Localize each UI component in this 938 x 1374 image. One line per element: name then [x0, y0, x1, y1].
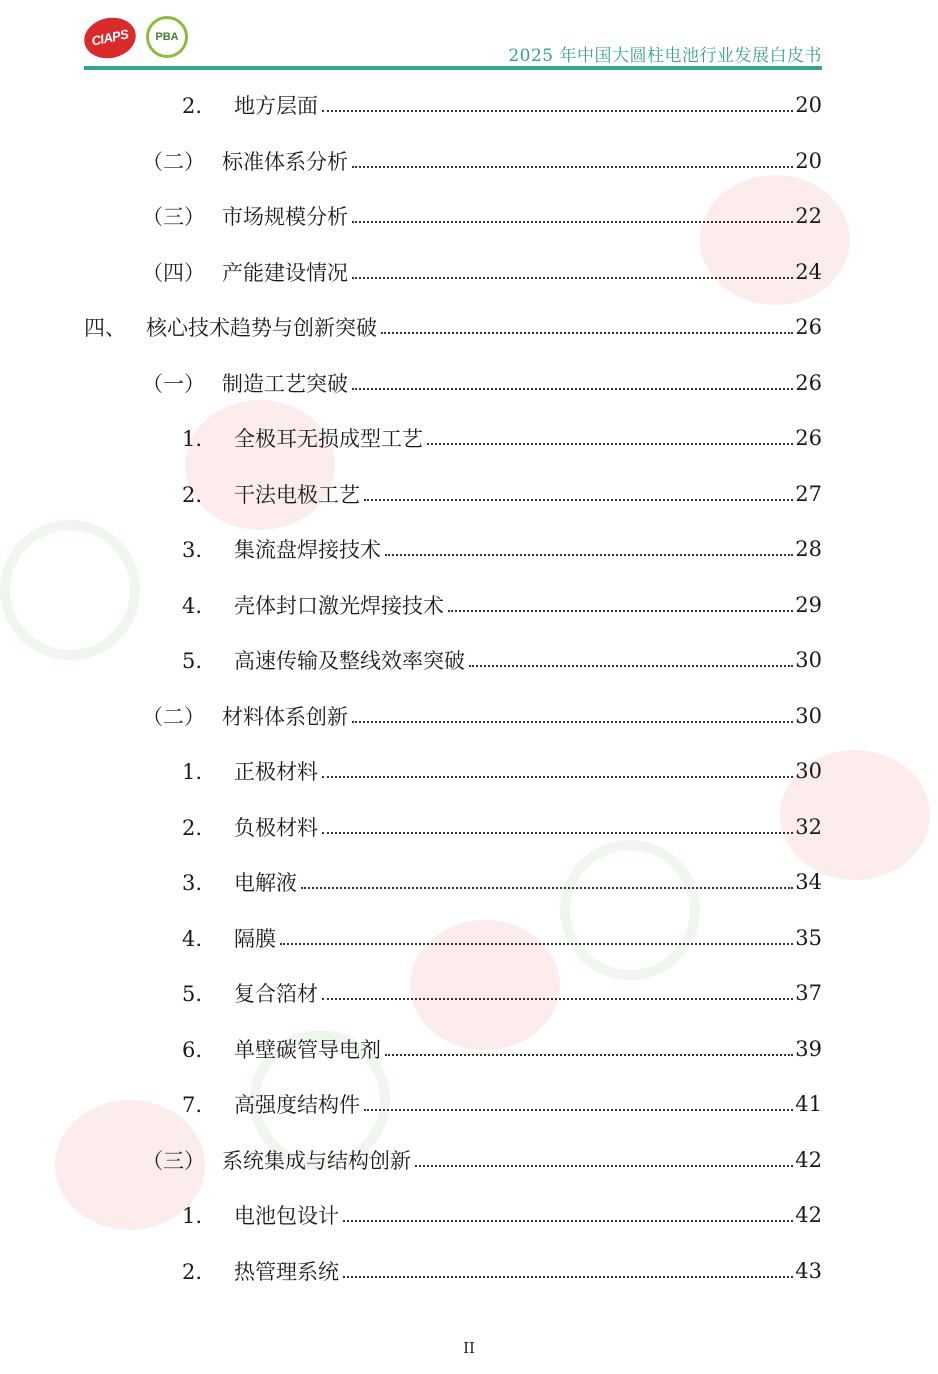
toc-entry-page: 30 — [795, 648, 822, 672]
dot-leader — [343, 1276, 793, 1278]
toc-entry-page: 27 — [795, 481, 822, 506]
toc-entry-label — [84, 312, 377, 342]
toc-entry-title: 集流盘焊接技术 — [234, 538, 381, 562]
dot-leader — [280, 943, 793, 945]
pba-logo: PBA — [146, 16, 188, 58]
toc-entry-number: （二） — [142, 704, 205, 729]
dot-leader — [385, 1054, 793, 1056]
toc-entry-label — [142, 368, 348, 398]
toc-entry-page: 29 — [795, 592, 822, 617]
toc-entry-label — [142, 1145, 411, 1175]
toc-entry[interactable] — [182, 90, 822, 120]
toc-entry-title: 核心技术趋势与创新突破 — [146, 316, 377, 340]
toc-entry-title: 隔膜 — [234, 926, 276, 951]
toc-entry[interactable] — [182, 867, 822, 897]
toc-entry-label — [182, 923, 276, 953]
toc-entry[interactable] — [182, 923, 822, 953]
dot-leader — [322, 110, 793, 112]
toc-entry-title: 市场规模分析 — [222, 205, 348, 229]
toc-entry[interactable] — [182, 423, 822, 453]
toc-entry-number: 2. — [182, 94, 203, 118]
dot-leader — [352, 721, 793, 723]
toc-entry-page: 30 — [795, 759, 822, 783]
toc-entry-page: 24 — [795, 259, 822, 284]
toc-entry-label — [142, 701, 348, 731]
toc-entry-page: 32 — [795, 814, 822, 839]
toc-entry[interactable] — [142, 701, 822, 731]
dot-leader — [448, 610, 793, 612]
dot-leader — [352, 221, 793, 223]
toc-entry-number: 1. — [182, 760, 203, 784]
toc-entry-page: 26 — [795, 370, 822, 395]
toc-entry-label — [142, 201, 348, 231]
toc-entry-label — [182, 1089, 360, 1119]
toc-entry-number: 4. — [182, 926, 203, 951]
toc-entry[interactable] — [142, 146, 822, 176]
toc-entry-number: 3. — [182, 871, 203, 895]
toc-entry-label — [182, 590, 444, 620]
toc-entry-title: 高强度结构件 — [234, 1093, 360, 1117]
dot-leader — [427, 443, 793, 445]
toc-entry[interactable] — [182, 534, 822, 564]
toc-entry-page: 30 — [795, 703, 822, 728]
toc-entry-number: 2. — [182, 482, 203, 507]
toc-entry-number: 四、 — [84, 316, 126, 340]
toc-entry-page: 26 — [795, 315, 822, 339]
dot-leader — [364, 1109, 793, 1111]
toc-entry-number: （二） — [142, 149, 205, 174]
toc-entry-label — [182, 534, 381, 564]
toc-entry-label — [182, 645, 465, 675]
toc-entry-title: 高速传输及整线效率突破 — [234, 649, 465, 673]
toc-entry[interactable] — [182, 812, 822, 842]
toc-entry[interactable] — [182, 645, 822, 675]
toc-entry-title: 制造工艺突破 — [222, 371, 348, 396]
dot-leader — [322, 832, 793, 834]
toc-entry[interactable] — [182, 1034, 822, 1064]
toc-entry-page: 20 — [795, 93, 822, 117]
toc-entry-page: 28 — [795, 537, 822, 561]
toc-entry-label — [182, 1200, 339, 1230]
toc-entry-page: 43 — [795, 1258, 822, 1283]
toc-entry-label — [182, 867, 297, 897]
page-number: II — [463, 1339, 475, 1357]
dot-leader — [322, 998, 793, 1000]
toc-entry-page: 34 — [795, 870, 822, 894]
toc-entry[interactable] — [182, 590, 822, 620]
toc-entry-number: （三） — [142, 205, 205, 229]
toc-entry-title: 全极耳无损成型工艺 — [234, 427, 423, 451]
toc-entry-page: 22 — [795, 204, 822, 228]
toc-entry-page: 39 — [795, 1036, 822, 1061]
dot-leader — [352, 388, 793, 390]
dot-leader — [381, 332, 793, 334]
toc-entry-number: 6. — [182, 1037, 203, 1062]
toc-entry-number: （四） — [142, 260, 205, 285]
toc-entry-number: 2. — [182, 1259, 203, 1284]
toc-entry[interactable] — [142, 201, 822, 231]
toc-entry-number: 5. — [182, 982, 203, 1006]
toc-entry-page: 35 — [795, 925, 822, 950]
toc-entry-label — [182, 1034, 381, 1064]
toc-entry-title: 材料体系创新 — [222, 704, 348, 729]
toc-entry-label — [182, 1256, 339, 1286]
toc-entry-label — [182, 90, 318, 120]
toc-entry-page: 37 — [795, 981, 822, 1005]
toc-entry[interactable] — [182, 1256, 822, 1286]
toc-entry[interactable] — [142, 1145, 822, 1175]
toc-entry-title: 单壁碳管导电剂 — [234, 1037, 381, 1062]
toc-entry[interactable] — [182, 978, 822, 1008]
dot-leader — [469, 665, 793, 667]
toc-entry-title: 干法电极工艺 — [234, 482, 360, 507]
toc-entry-title: 电池包设计 — [234, 1204, 339, 1228]
dot-leader — [385, 554, 793, 556]
toc-entry[interactable] — [142, 257, 822, 287]
dot-leader — [301, 887, 793, 889]
toc-entry[interactable] — [84, 312, 822, 342]
toc-entry-page: 42 — [795, 1203, 822, 1227]
toc-entry-number: （一） — [142, 371, 205, 396]
toc-entry[interactable] — [142, 368, 822, 398]
toc-entry-page: 26 — [795, 426, 822, 450]
toc-entry-number: 2. — [182, 815, 203, 840]
toc-entry-title: 产能建设情况 — [222, 260, 348, 285]
toc-entry-number: 5. — [182, 649, 203, 673]
toc-entry[interactable] — [182, 479, 822, 509]
toc-entry-title: 系统集成与结构创新 — [222, 1148, 411, 1173]
toc-entry-label — [182, 978, 318, 1008]
toc-entry-number: 4. — [182, 593, 203, 618]
toc-entry-label — [142, 257, 348, 287]
toc-entry-number: 7. — [182, 1093, 203, 1117]
toc-entry-label — [182, 756, 318, 786]
toc-entry-label — [142, 146, 348, 176]
ciaps-logo: CIAPS — [80, 13, 139, 63]
toc-entry-label — [182, 423, 423, 453]
toc-entry-title: 壳体封口激光焊接技术 — [234, 593, 444, 618]
document-title: 2025 年中国大圆柱电池行业发展白皮书 — [508, 46, 822, 66]
dot-leader — [415, 1165, 793, 1167]
toc-entry-label — [182, 479, 360, 509]
toc-entry-title: 热管理系统 — [234, 1259, 339, 1284]
toc-entry-label — [182, 812, 318, 842]
dot-leader — [322, 776, 793, 778]
dot-leader — [343, 1220, 793, 1222]
toc-entry-number: 1. — [182, 1204, 203, 1228]
toc-entry-page: 42 — [795, 1147, 822, 1172]
toc-entry-number: 1. — [182, 427, 203, 451]
toc-entry-page: 20 — [795, 148, 822, 173]
toc-entry-number: 3. — [182, 538, 203, 562]
dot-leader — [364, 499, 793, 501]
toc-entry[interactable] — [182, 1089, 822, 1119]
toc-entry-title: 正极材料 — [234, 760, 318, 784]
toc-entry-title: 电解液 — [234, 871, 297, 895]
toc-entry[interactable] — [182, 756, 822, 786]
dot-leader — [352, 277, 793, 279]
toc-entry-title: 标准体系分析 — [222, 149, 348, 174]
toc-entry-title: 地方层面 — [234, 94, 318, 118]
toc-entry-number: （三） — [142, 1148, 205, 1173]
toc-entry-title: 复合箔材 — [234, 982, 318, 1006]
toc-entry-page: 41 — [795, 1092, 822, 1116]
toc-entry[interactable] — [182, 1200, 822, 1230]
dot-leader — [352, 166, 793, 168]
toc-entry-title: 负极材料 — [234, 815, 318, 840]
